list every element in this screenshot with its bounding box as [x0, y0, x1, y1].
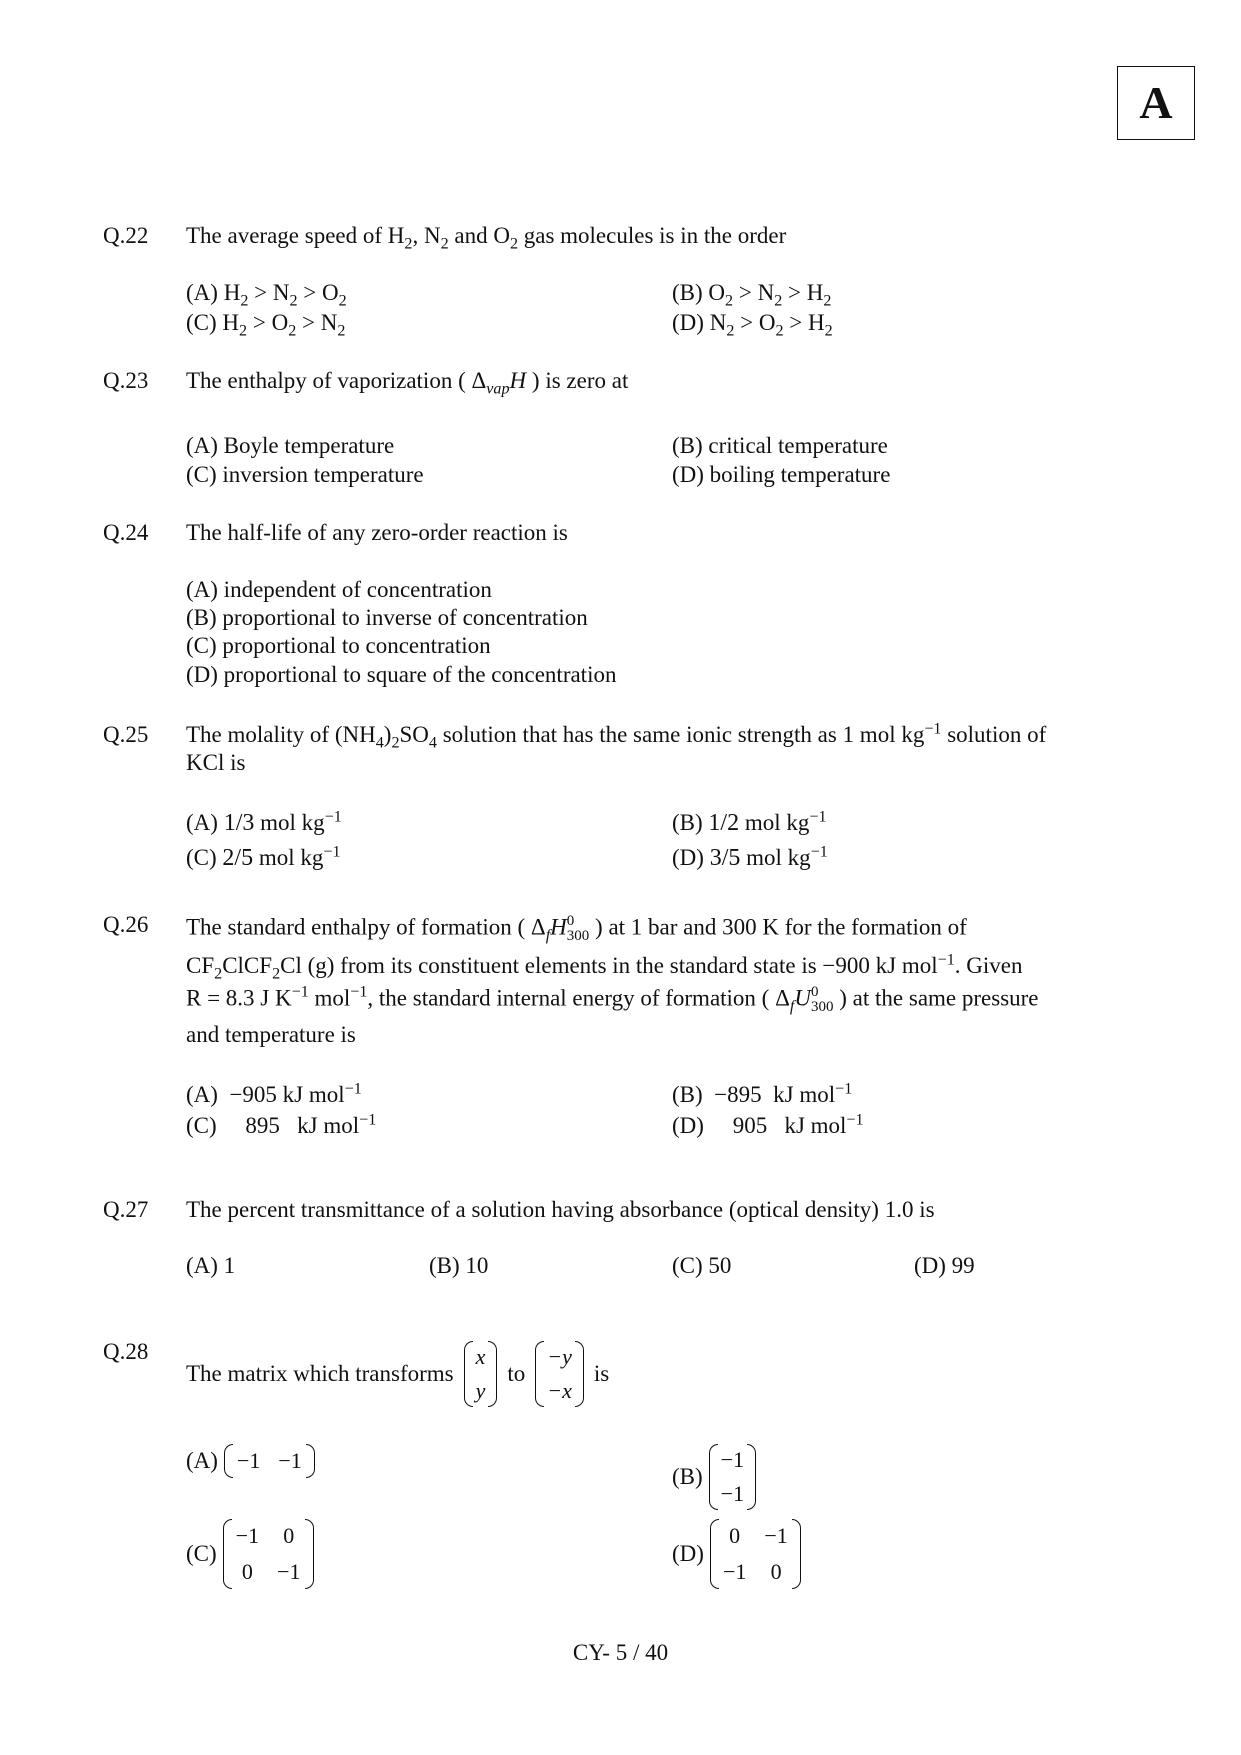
option-b[interactable]: (B) −895 kJ mol$^{-1}$: [672, 1080, 853, 1107]
question-number: Q.23: [103, 368, 149, 393]
output-vector: −y −x: [535, 1340, 584, 1408]
option-c[interactable]: (C) $H_2 > O_2 > N_2$: [186, 310, 346, 340]
question-text: The half-life of any zero-order reaction is: [186, 520, 568, 545]
question-text-line2: KCl is: [186, 750, 246, 775]
option-c[interactable]: (C) 50: [672, 1253, 732, 1278]
question-text-line4: and temperature is: [186, 1022, 356, 1047]
option-a[interactable]: (A) −905 kJ mol$^{-1}$: [186, 1080, 362, 1107]
option-d[interactable]: (D) 905 kJ mol$^{-1}$: [672, 1111, 864, 1138]
option-b[interactable]: (B) critical temperature: [672, 433, 888, 458]
question-number: Q.28: [103, 1339, 149, 1364]
question-number: Q.22: [103, 223, 149, 248]
question-text: The molality of $(NH_4)_2SO_4$ solution that has the same ionic strength as 1 mol $kg^{-1}$ solution of: [186, 720, 1047, 752]
option-d[interactable]: (D) 0 −1 −1 0: [672, 1518, 801, 1590]
option-d[interactable]: (D) 3/5 mol $kg^{-1}$: [672, 843, 828, 871]
option-c[interactable]: (C) proportional to concentration: [186, 633, 491, 658]
option-d[interactable]: (D) 99: [914, 1253, 975, 1278]
option-c[interactable]: (C) 2/5 mol $kg^{-1}$: [186, 843, 341, 871]
question-number: Q.27: [103, 1197, 149, 1222]
option-b[interactable]: (B) $O_2 > N_2 > H_2$: [672, 280, 832, 310]
question-text: The enthalpy of vaporization ( $\Delta_{vap}H$ ) is zero at: [186, 368, 629, 398]
option-c[interactable]: (C) −1 0 0 −1: [186, 1518, 314, 1590]
option-a[interactable]: (A) −1 −1: [186, 1444, 315, 1478]
square-matrix: 0 −1 −1 0: [710, 1518, 801, 1590]
row-matrix: −1 −1: [224, 1444, 315, 1478]
column-matrix: −1 −1: [709, 1443, 756, 1511]
input-vector: x y: [464, 1340, 498, 1408]
option-d[interactable]: (D) $N_2 > O_2 > H_2$: [672, 310, 833, 340]
option-b[interactable]: (B) 10: [429, 1253, 489, 1278]
option-a[interactable]: (A) Boyle temperature: [186, 433, 395, 458]
question-text: The percent transmittance of a solution having absorbance (optical density) 1.0 is: [186, 1197, 935, 1222]
question-text: The average speed of $H_2$, $N_2$ and $O_2$ gas molecules is in the order: [186, 223, 787, 253]
option-a[interactable]: (A) independent of concentration: [186, 577, 492, 602]
paper-set-box: A: [1117, 66, 1195, 140]
question-number: Q.25: [103, 722, 149, 747]
question-text: The matrix which transforms x y to −y −x is: [186, 1340, 609, 1408]
option-b[interactable]: (B) −1 −1: [672, 1443, 756, 1511]
page-footer: CY- 5 / 40: [572, 1640, 669, 1665]
option-a[interactable]: (A) $H_2 > N_2 > O_2$: [186, 280, 347, 310]
option-d[interactable]: (D) proportional to square of the concentration: [186, 662, 617, 687]
square-matrix: −1 0 0 −1: [223, 1518, 314, 1590]
option-b[interactable]: (B) 1/2 mol $kg^{-1}$: [672, 808, 827, 836]
option-d[interactable]: (D) boiling temperature: [672, 462, 891, 487]
question-text-line3: R = 8.3 J $K^{-1}$ mol$^{-1}$, the standard internal energy of formation ( $\Delta_fU$ 0 300 ) at the same pressure: [186, 983, 1039, 1015]
option-a[interactable]: (A) 1: [186, 1253, 236, 1278]
option-c[interactable]: (C) inversion temperature: [186, 462, 424, 487]
option-c[interactable]: (C) 895 kJ mol$^{-1}$: [186, 1111, 377, 1138]
option-a[interactable]: (A) 1/3 mol $kg^{-1}$: [186, 808, 342, 836]
question-text-line2: $CF_2ClCF_2Cl$ (g) from its constituent elements in the standard state is −900 kJ mol$^{-1}$. Given: [186, 951, 1023, 983]
question-text-line1: The standard enthalpy of formation ( $\Delta_fH$ 0 300 ) at 1 bar and 300 K for the formation of: [186, 913, 967, 944]
question-number: Q.24: [103, 520, 149, 545]
question-number: Q.26: [103, 912, 149, 937]
option-b[interactable]: (B) proportional to inverse of concentration: [186, 605, 588, 630]
